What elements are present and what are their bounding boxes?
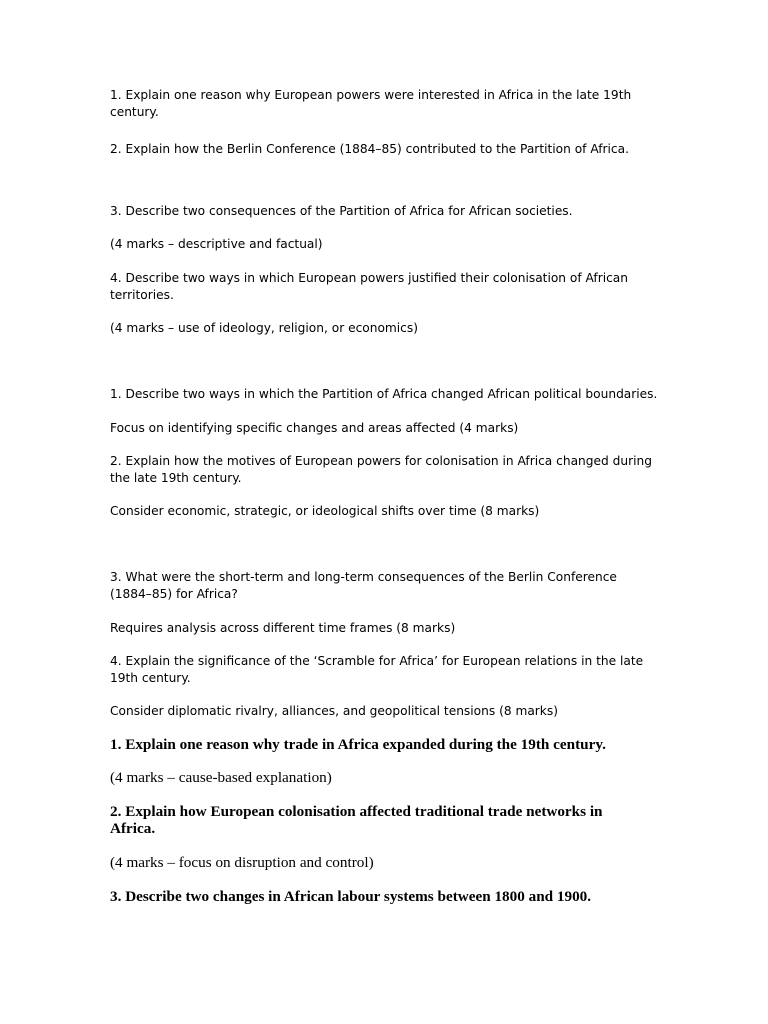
paragraph-q2-trade-networks: 2. Explain how European colonisation affected traditional trade networks in Africa. (110, 803, 603, 837)
paragraph-consider-shifts: Consider economic, strategic, or ideological shifts over time (8 marks) (110, 504, 540, 518)
paragraph-marks-cause-based: (4 marks – cause-based explanation) (110, 769, 332, 786)
paragraph-q4-justification: 4. Describe two ways in which European powers justified their colonisation of African territories. (110, 271, 629, 302)
paragraph-marks-ideology: (4 marks – use of ideology, religion, or economics) (110, 321, 418, 335)
paragraph-q1-trade-expanded: 1. Explain one reason why trade in Africa expanded during the 19th century. (110, 736, 606, 753)
paragraph-q1-political-boundaries: 1. Describe two ways in which the Partition of Africa changed African political boundaries. (110, 387, 658, 401)
paragraph-q4-scramble-significance: 4. Explain the significance of the ‘Scramble for Africa’ for European relations in the late 19th century. (110, 654, 644, 685)
paragraph-focus-specific-changes: Focus on identifying specific changes and areas affected (4 marks) (110, 421, 519, 435)
paragraph-marks-disruption: (4 marks – focus on disruption and control) (110, 854, 374, 871)
paragraph-q1-european-interest: 1. Explain one reason why European powers were interested in Africa in the late 19th century. (110, 88, 632, 119)
paragraph-q2-berlin-conference: 2. Explain how the Berlin Conference (1884–85) contributed to the Partition of Africa. (110, 142, 629, 156)
paragraph-marks-descriptive: (4 marks – descriptive and factual) (110, 237, 323, 251)
paragraph-q3-labour-systems: 3. Describe two changes in African labour systems between 1800 and 1900. (110, 888, 592, 905)
paragraph-q3-short-long-term: 3. What were the short-term and long-term consequences of the Berlin Conference (1884–85) for Africa? (110, 570, 617, 601)
paragraph-consider-diplomatic: Consider diplomatic rivalry, alliances, and geopolitical tensions (8 marks) (110, 704, 558, 718)
paragraph-requires-analysis: Requires analysis across different time frames (8 marks) (110, 621, 456, 635)
paragraph-q3-partition-consequences: 3. Describe two consequences of the Partition of Africa for African societies. (110, 204, 573, 218)
paragraph-q2-motives-changed: 2. Explain how the motives of European powers for colonisation in Africa changed during the late 19th century. (110, 454, 652, 485)
